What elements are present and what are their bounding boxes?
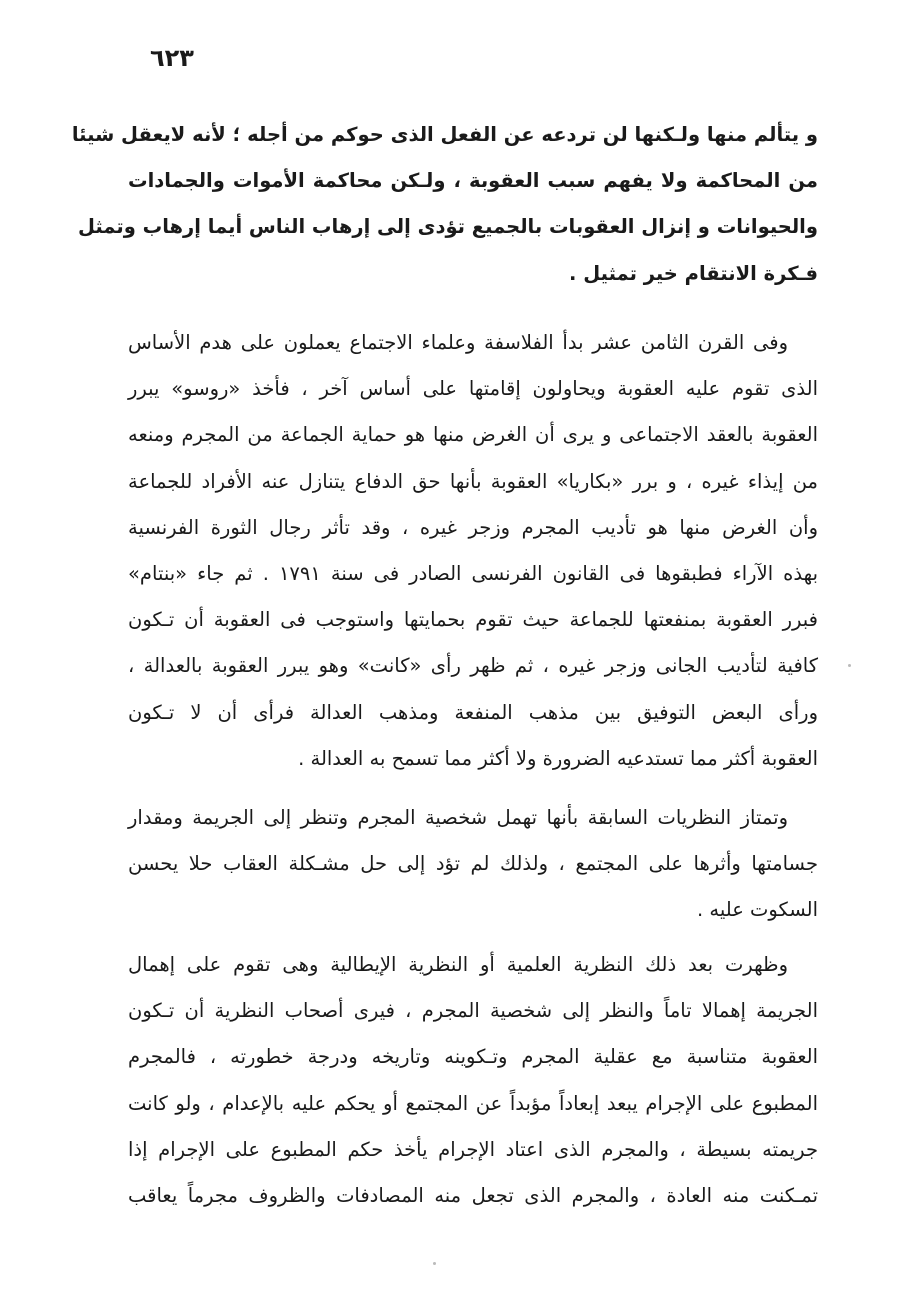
text-line: الذى تقوم عليه العقوبة ويحاولون إقامتها على أساس آخر ، فأخذ «روسو» يبرر: [128, 377, 818, 401]
text-line: و يتألم منها ولـكنها لن تردعه عن الفعل الذى حوكم من أجله ؛ لأنه لايعقل شيئا: [71, 123, 818, 146]
text-line: وأن الغرض منها هو تأديب المجرم وزجر غيره ، وقد تأثر رجال الثورة الفرنسية: [128, 515, 818, 539]
text-line: جسامتها وأثرها على المجتمع ، ولذلك لم تؤد إلى حل مشـكلة العقاب حلا يحسن: [128, 852, 818, 876]
text-line: كافية لتأديب الجانى وزجر غيره ، ثم ظهر رأى «كانت» وهو يبرر العقوبة بالعدالة ،: [128, 654, 818, 678]
text-line: المطبوع على الإجرام يبعد إبعاداً مؤبداً عن المجتمع أو يحكم عليه بالإعدام ، ولو كانت: [128, 1091, 818, 1115]
scan-speck: [848, 664, 851, 667]
text-line: من المحاكمة ولا يفهم سبب العقوبة ، ولـكن محاكمة الأموات والجمادات: [128, 169, 818, 193]
text-line: العقوبة متناسبة مع عقلية المجرم وتـكوينه وتاريخه ودرجة خطورته ، فالمجرم: [128, 1045, 818, 1069]
text-line: جريمته بسيطة ، والمجرم الذى اعتاد الإجرام يأخذ حكم المطبوع على الإجرام إذا: [128, 1137, 818, 1161]
text-line: العقوبة بالعقد الاجتماعى و يرى أن الغرض منها هو حماية الجماعة من المجرم ومنعه: [128, 423, 818, 447]
text-line: وظهرت بعد ذلك النظرية العلمية أو النظرية الإيطالية وهى تقوم على إهمال: [128, 953, 788, 976]
text-line: السكوت عليه .: [697, 898, 818, 922]
text-line: فبرر العقوبة بمنفعتها للجماعة حيث تقوم بحمايتها واستوجب فى العقوبة أن تـكون: [128, 608, 818, 632]
text-line: تمـكنت منه العادة ، والمجرم الذى تجعل منه المصادفات والظروف مجرماً يعاقب: [128, 1184, 818, 1208]
text-line: بهذه الآراء فطبقوها فى القانون الفرنسى الصادر فى سنة ١٧٩١ . ثم جاء «بنتام»: [128, 562, 818, 586]
paragraph-1: [71, 112, 818, 297]
text-line: وتمتاز النظريات السابقة بأنها تهمل شخصية المجرم وتنظر إلى الجريمة ومقدار: [128, 806, 788, 829]
scan-speck: [433, 1262, 436, 1265]
text-line: العقوبة أكثر مما تستدعيه الضرورة ولا أكثر مما تسمح به العدالة .: [298, 746, 818, 770]
text-line: فـكرة الانتقام خير تمثيل .: [569, 261, 818, 285]
text-line: وفى القرن الثامن عشر بدأ الفلاسفة وعلماء الاجتماع يعملون على هدم الأساس: [128, 331, 788, 354]
paragraph-2: [128, 320, 818, 782]
text-line: من إيذاء غيره ، و برر «بكاريا» العقوبة بأنها حق الدفاع يتنازل عنه الأفراد للجماعة: [128, 469, 818, 493]
paragraph-3: [128, 795, 818, 934]
text-line: الجريمة إهمالا تاماً والنظر إلى شخصية المجرم ، فيرى أصحاب النظرية أن تـكون: [128, 999, 818, 1023]
text-line: ورأى البعض التوفيق بين مذهب المنفعة ومذهب العدالة فرأى أن لا تـكون: [128, 700, 818, 724]
page-number: ٦٢٣: [150, 44, 194, 72]
paragraph-4: [128, 942, 818, 1219]
text-line: والحيوانات و إنزال العقوبات بالجميع تؤدى إلى إرهاب الناس أيما إرهاب وتمثل: [77, 215, 818, 239]
